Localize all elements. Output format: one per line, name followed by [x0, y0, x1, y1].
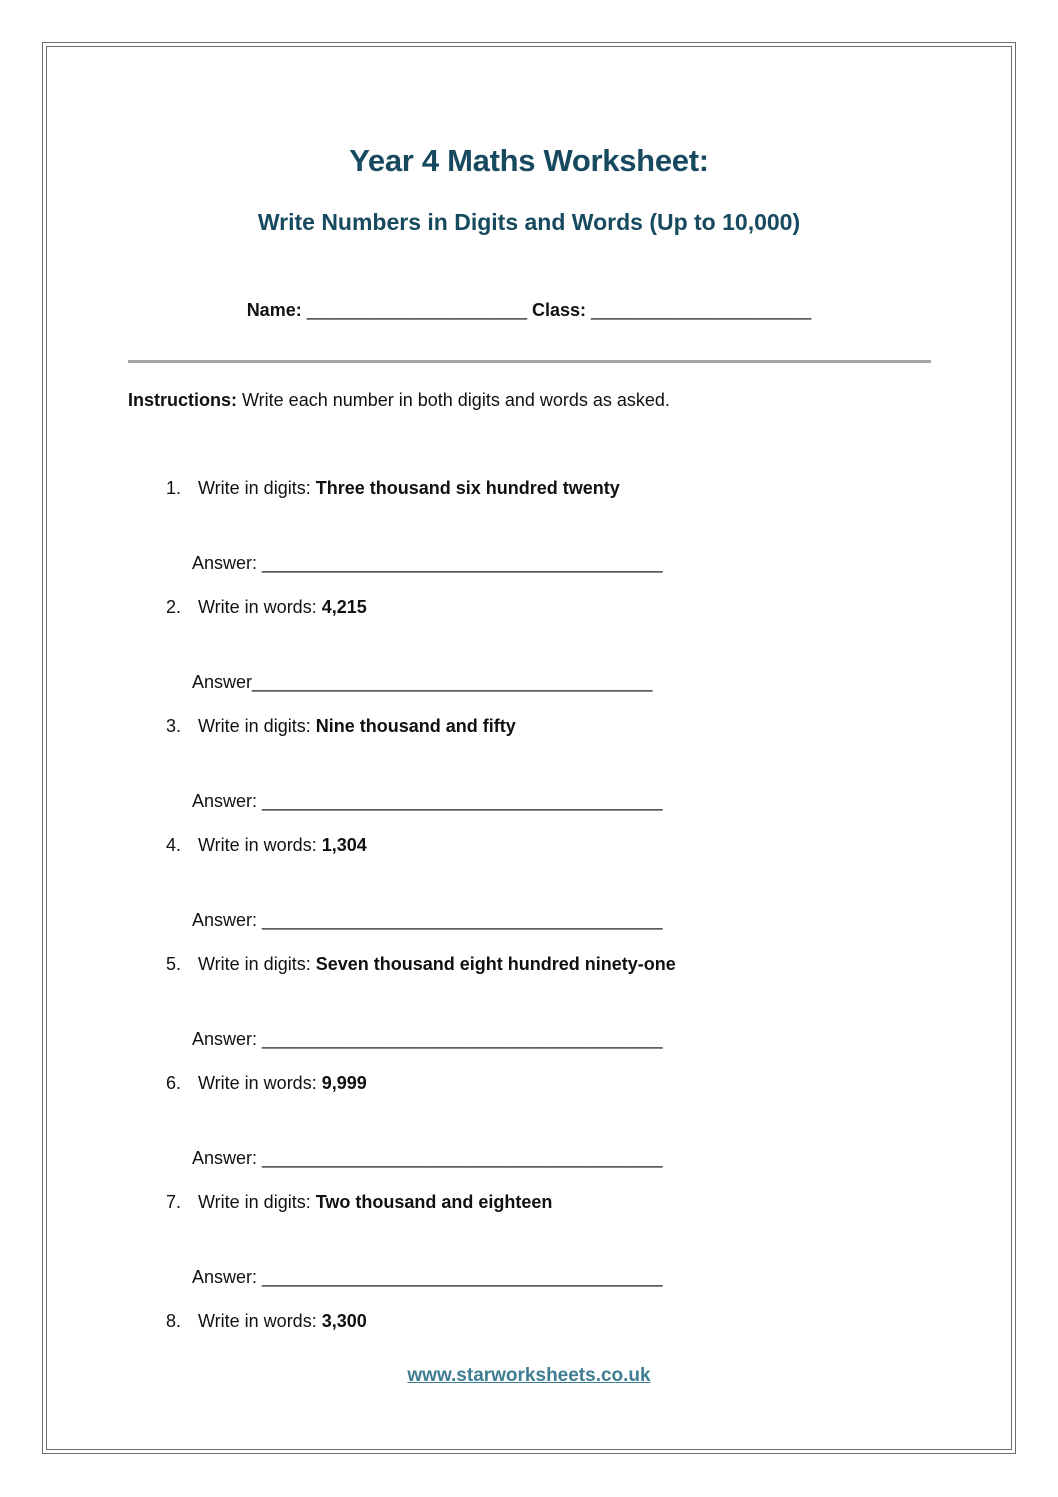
instructions-label: Instructions: — [128, 390, 238, 410]
question-number: 4. — [166, 835, 182, 855]
question-value: Three thousand six hundred twenty — [315, 478, 620, 498]
answer-line-1[interactable]: Answer: ________________________________________ — [192, 553, 663, 573]
question-3 — [166, 716, 516, 737]
question-number: 6. — [166, 1073, 182, 1093]
question-prompt: Write in words: — [198, 1073, 322, 1093]
question-8 — [166, 1311, 367, 1332]
name-label: Name: — [246, 300, 302, 320]
question-5 — [166, 954, 676, 975]
question-7 — [166, 1192, 552, 1213]
instructions — [128, 390, 670, 411]
question-prompt: Write in words: — [198, 1311, 322, 1331]
question-number: 8. — [166, 1311, 182, 1331]
answer-line-6[interactable]: Answer: ________________________________________ — [192, 1148, 663, 1168]
page-title: Year 4 Maths Worksheet: — [349, 143, 709, 178]
question-value: Seven thousand eight hundred ninety-one — [315, 954, 676, 974]
page-border-inner — [46, 46, 1012, 1450]
question-value: Two thousand and eighteen — [315, 1192, 553, 1212]
question-prompt: Write in words: — [198, 835, 322, 855]
question-prompt: Write in words: — [198, 597, 322, 617]
class-label: Class: — [532, 300, 587, 320]
answer-line-5[interactable]: Answer: ________________________________________ — [192, 1029, 663, 1049]
question-1 — [166, 478, 620, 499]
question-number: 5. — [166, 954, 182, 974]
answer-line-2[interactable]: Answer________________________________________ — [192, 672, 653, 692]
question-6 — [166, 1073, 367, 1094]
answer-line-4[interactable]: Answer: ________________________________________ — [192, 910, 663, 930]
question-value: Nine thousand and fifty — [315, 716, 516, 736]
page-subtitle: Write Numbers in Digits and Words (Up to 10,000) — [257, 209, 801, 235]
question-prompt: Write in digits: — [198, 1192, 316, 1212]
question-value: 1,304 — [321, 835, 367, 855]
question-number: 3. — [166, 716, 182, 736]
student-info-row — [0, 300, 1058, 321]
question-number: 1. — [166, 478, 182, 498]
question-value: 3,300 — [321, 1311, 367, 1331]
website-link[interactable]: www.starworksheets.co.uk — [407, 1365, 651, 1386]
answer-line-7[interactable]: Answer: ________________________________________ — [192, 1267, 663, 1287]
question-number: 2. — [166, 597, 182, 617]
name-blank[interactable]: ______________________ — [306, 300, 527, 320]
question-number: 7. — [166, 1192, 182, 1212]
class-blank[interactable]: ______________________ — [591, 300, 812, 320]
answer-line-3[interactable]: Answer: ________________________________________ — [192, 791, 663, 811]
question-4 — [166, 835, 367, 856]
header-divider — [128, 360, 931, 363]
question-value: 9,999 — [321, 1073, 367, 1093]
question-prompt: Write in digits: — [198, 716, 316, 736]
instructions-text: Write each number in both digits and words as asked. — [237, 390, 670, 410]
question-prompt: Write in digits: — [198, 954, 316, 974]
question-value: 4,215 — [321, 597, 367, 617]
question-2 — [166, 597, 367, 618]
question-prompt: Write in digits: — [198, 478, 316, 498]
